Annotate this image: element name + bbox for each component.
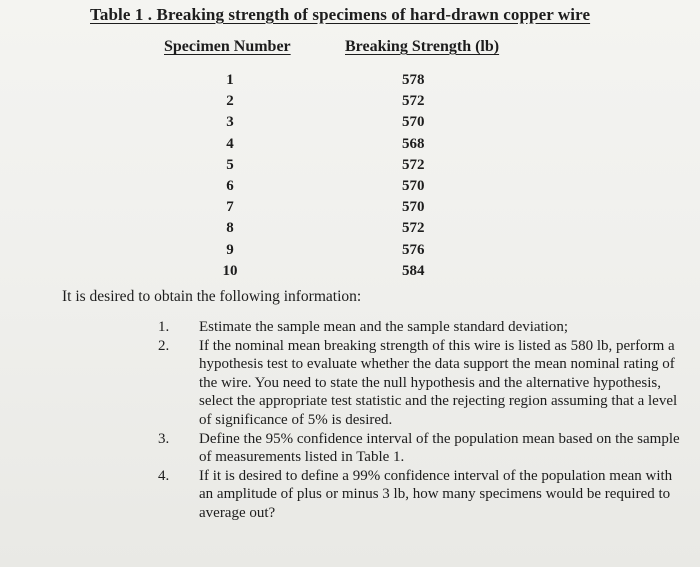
data-table <box>0 72 700 284</box>
table-row <box>0 136 700 157</box>
breaking-strength-cell: 570 <box>402 199 425 216</box>
table-row <box>0 114 700 135</box>
task-list <box>150 318 680 523</box>
breaking-strength-cell: 572 <box>402 156 425 173</box>
specimen-number-cell: 8 <box>226 220 234 237</box>
breaking-strength-header: Breaking Strength (lb) <box>345 38 500 55</box>
breaking-strength-cell: 572 <box>402 220 425 237</box>
breaking-strength-cell: 578 <box>402 72 425 88</box>
table-row <box>0 157 700 178</box>
list-item <box>150 430 680 467</box>
breaking-strength-cell: 570 <box>402 114 425 131</box>
task-text: If the nominal mean breaking strength of this wire is listed as 580 lb, perform a hypothesis test to evaluate whether the data support the mean nominal rating of the wire. You need to state the null hypothesis and the alternative hypothesis, select the appropriate test statistic and the rejecting region assuming that a level of significance of 5% is desired. <box>199 337 678 428</box>
table-row <box>0 199 700 220</box>
table-row <box>0 93 700 114</box>
list-item <box>150 318 680 337</box>
specimen-number-cell: 6 <box>226 177 234 194</box>
specimen-number-cell: 2 <box>226 93 234 110</box>
intro-sentence: It is desired to obtain the following information: <box>62 288 362 305</box>
specimen-number-cell: 3 <box>226 114 234 131</box>
task-number: 4. <box>158 467 170 484</box>
list-item <box>150 337 680 430</box>
table-row <box>0 263 700 284</box>
task-text: Estimate the sample mean and the sample standard deviation; <box>199 319 569 335</box>
specimen-number-cell: 1 <box>226 72 234 88</box>
task-text: If it is desired to define a 99% confidence interval of the population mean with an amplitude of plus or minus 3 lb, how many specimens would be required to average out? <box>199 467 673 521</box>
specimen-number-cell: 4 <box>226 135 234 152</box>
task-text: Define the 95% confidence interval of the population mean based on the sample of measurements listed in Table 1. <box>199 430 680 466</box>
breaking-strength-cell: 572 <box>402 93 425 110</box>
task-number: 2. <box>158 337 170 354</box>
specimen-number-cell: 9 <box>226 241 234 258</box>
task-number: 3. <box>158 430 170 447</box>
specimen-number-cell: 5 <box>226 156 234 173</box>
specimen-number-cell: 7 <box>226 199 234 216</box>
table-row <box>0 220 700 241</box>
specimen-number-cell: 10 <box>222 262 238 279</box>
task-number: 1. <box>158 319 170 335</box>
table-row <box>0 178 700 199</box>
breaking-strength-cell: 576 <box>402 241 425 258</box>
table-row <box>0 72 700 93</box>
breaking-strength-cell: 584 <box>402 262 425 279</box>
table-title: Table 1 . Breaking strength of specimens of hard-drawn copper wire <box>90 5 591 24</box>
breaking-strength-cell: 570 <box>402 177 425 194</box>
specimen-number-header: Specimen Number <box>164 38 291 55</box>
breaking-strength-cell: 568 <box>402 135 425 152</box>
table-row <box>0 242 700 263</box>
list-item <box>150 467 680 523</box>
